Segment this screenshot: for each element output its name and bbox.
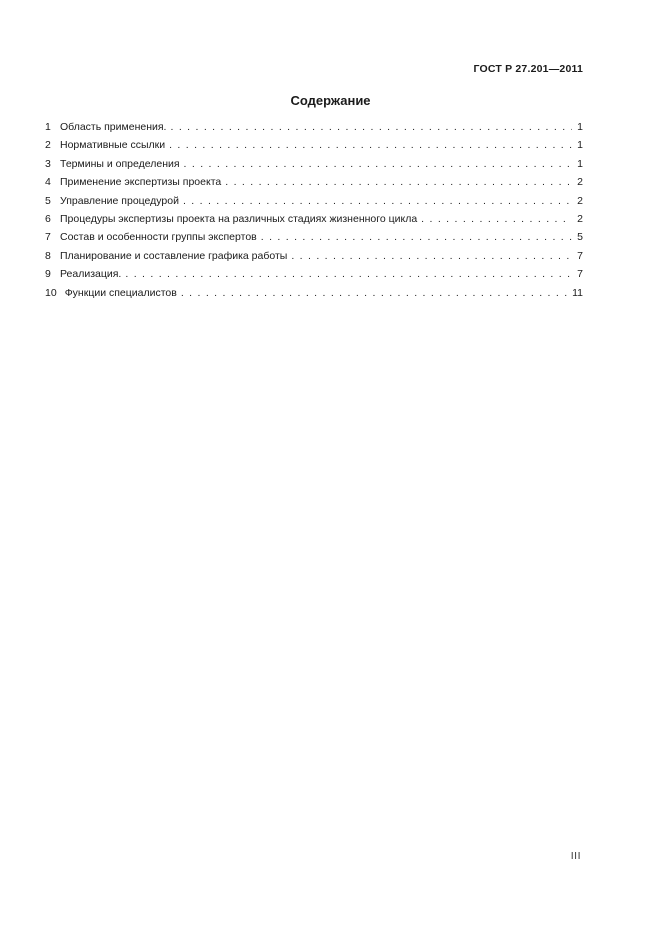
toc-entry-page: 1 (577, 139, 583, 152)
toc-entry-page: 1 (577, 121, 583, 133)
toc-dot-leader (125, 265, 572, 283)
toc-entry-title: Планирование и составление графика работы (60, 249, 288, 262)
page-title: Содержание (290, 93, 371, 108)
toc-entry (45, 247, 583, 265)
toc-entry-number: 4 (45, 176, 51, 189)
toc-dot-leader (291, 247, 572, 265)
toc-entry-number: 6 (45, 213, 51, 226)
toc-dot-leader (181, 284, 567, 302)
toc-dot-leader (169, 136, 572, 154)
toc-entry-title: Реализация. (60, 268, 122, 281)
toc-entry-page: 11 (572, 286, 583, 299)
toc-entry-number: 1 (45, 121, 51, 133)
toc-dot-leader (225, 173, 572, 191)
toc-entry (45, 136, 583, 154)
toc-entry-page: 1 (577, 157, 583, 170)
toc-entry (45, 155, 583, 173)
toc-entry-page: 5 (577, 231, 583, 244)
toc-entry-page: 7 (577, 268, 583, 281)
toc-dot-leader (183, 192, 572, 210)
toc-entry (45, 228, 583, 246)
toc-entry-number: 2 (45, 139, 51, 152)
toc-entry-page: 2 (577, 213, 583, 226)
toc-entry-number: 5 (45, 194, 51, 207)
toc-entry-number: 10 (45, 286, 57, 299)
toc-entry-page: 2 (577, 176, 583, 189)
toc-entry-title: Функции специалистов (64, 286, 177, 299)
toc-entry-title: Нормативные ссылки (60, 139, 166, 152)
toc-entry-title: Управление процедурой (60, 194, 179, 207)
toc-dot-leader (421, 210, 572, 228)
toc-entry (45, 284, 583, 302)
toc-entry (45, 265, 583, 283)
toc-entry-page: 2 (577, 194, 583, 207)
toc-entry (45, 210, 583, 228)
toc-entry-number: 8 (45, 249, 51, 262)
table-of-contents (45, 118, 583, 302)
toc-entry-title: Процедуры экспертизы проекта на различных стадиях жизненного цикла (60, 213, 418, 226)
toc-dot-leader (184, 155, 573, 173)
footer-page-number: III (570, 850, 581, 862)
toc-entry-number: 7 (45, 231, 51, 244)
toc-entry (45, 173, 583, 191)
toc-entry-title: Термины и определения (60, 157, 180, 170)
toc-entry-number: 9 (45, 268, 51, 281)
toc-entry (45, 192, 583, 210)
toc-entry (45, 118, 583, 136)
toc-entry-title: Состав и особенности группы экспертов (60, 231, 257, 244)
toc-dot-leader (261, 228, 572, 246)
standard-number-header: ГОСТ Р 27.201—2011 (473, 63, 583, 75)
toc-dot-leader (170, 118, 572, 136)
toc-entry-title: Область применения. (60, 121, 167, 133)
toc-entry-number: 3 (45, 157, 51, 170)
toc-entry-page: 7 (577, 249, 583, 262)
toc-entry-title: Применение экспертизы проекта (60, 176, 222, 189)
